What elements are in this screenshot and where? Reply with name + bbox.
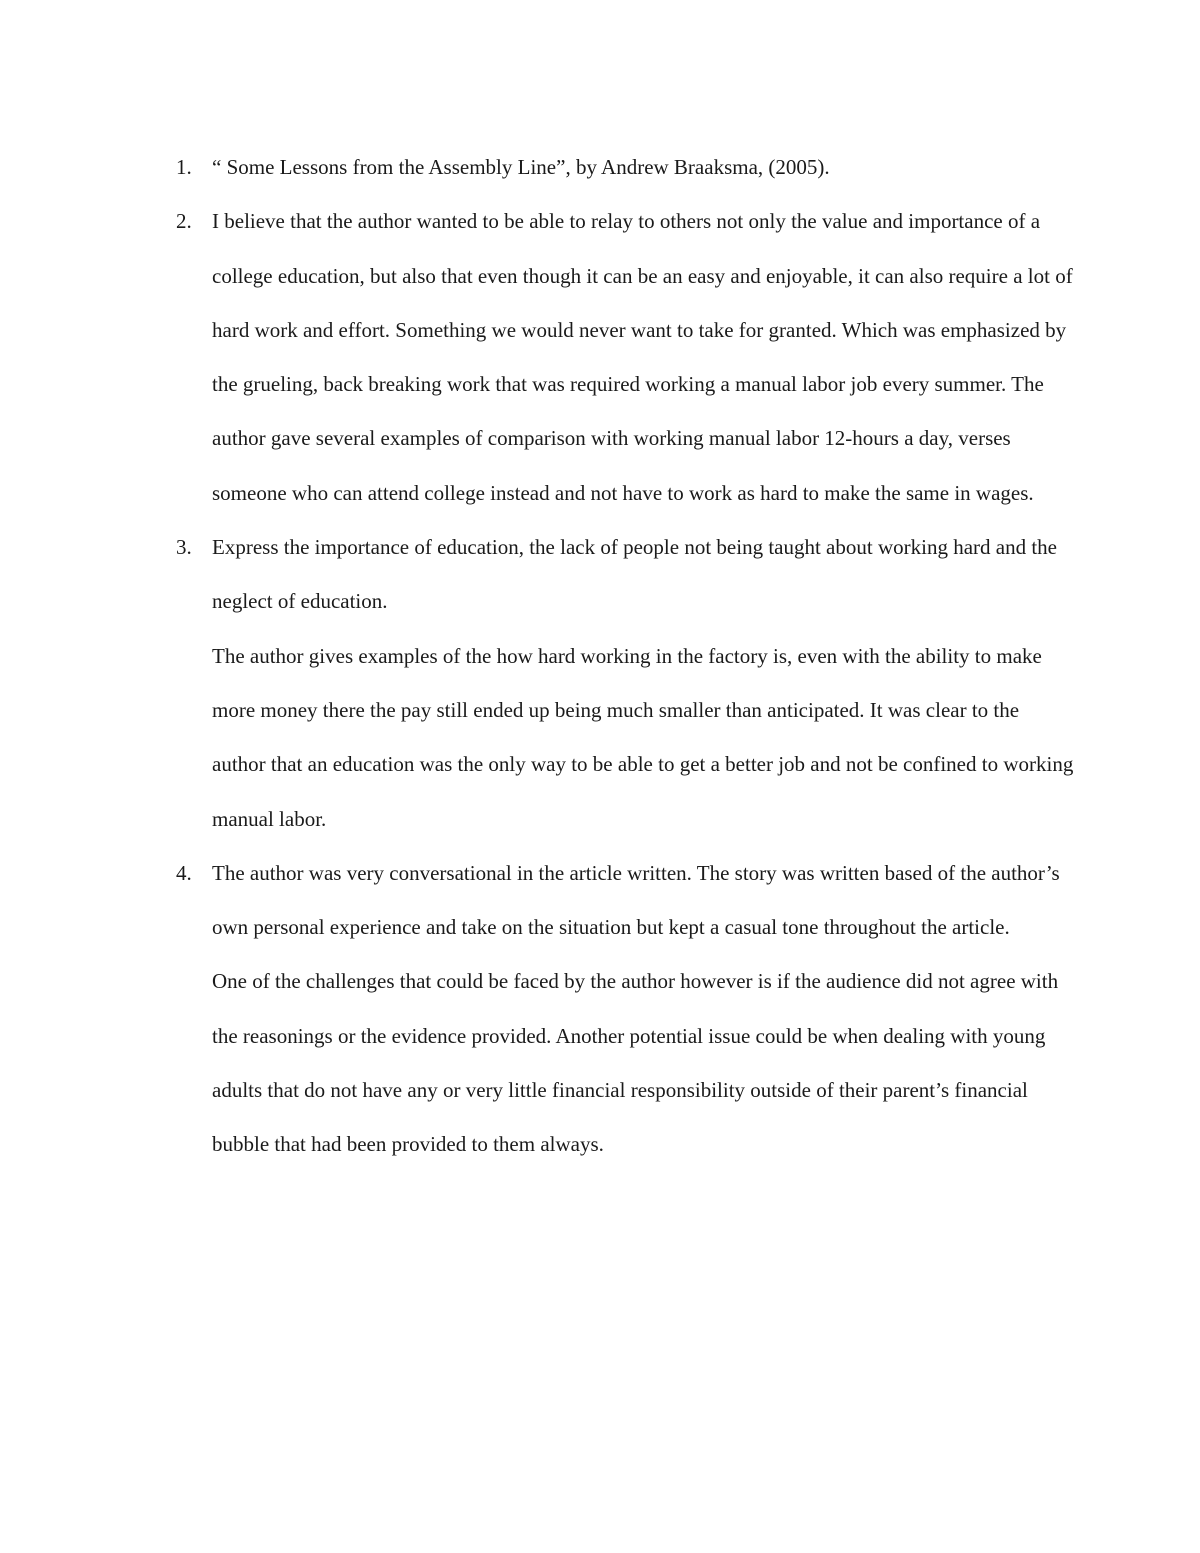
list-number: 2.	[176, 209, 192, 234]
list-number: 4.	[176, 860, 192, 885]
list-number: 3.	[176, 535, 192, 560]
list-item-4	[176, 846, 1076, 1172]
list-paragraph: The author was very conversational in the article written. The story was written based of the author’s own personal experience and take on the situation but kept a casual tone throughout the article.	[212, 860, 1060, 940]
list-paragraph: One of the challenges that could be faced by the author however is if the audience did not agree with the reasonings or the evidence provided. Another potential issue could be when dealing with young adults that do not have any or very little financial responsibility outside of their parent’s financial bubble that had been provided to them always.	[212, 969, 1059, 1157]
list-paragraph: I believe that the author wanted to be able to relay to others not only the value and importance of a college education, but also that even though it can be an easy and enjoyable, it can also require a lot of hard work and effort. Something we would never want to take for granted. Which was emphasized by the grueling, back breaking work that was required working a manual labor job every summer. The author gave several examples of comparison with working manual labor 12-hours a day, verses someone who can attend college instead and not have to work as hard to make the same in wages.	[212, 209, 1073, 505]
list-item-2	[176, 194, 1076, 520]
list-item-3	[176, 520, 1076, 846]
numbered-list	[176, 140, 1076, 1172]
list-number: 1.	[176, 155, 192, 179]
list-paragraph: “ Some Lessons from the Assembly Line”, by Andrew Braaksma, (2005).	[212, 155, 830, 179]
list-item-1	[176, 140, 1076, 194]
list-paragraph: Express the importance of education, the lack of people not being taught about working hard and the neglect of education.	[212, 535, 1057, 614]
list-paragraph: The author gives examples of the how hard working in the factory is, even with the ability to make more money there the pay still ended up being much smaller than anticipated. It was clear to the author that an education was the only way to be able to get a better job and not be confined to working manual labor.	[212, 643, 1074, 831]
